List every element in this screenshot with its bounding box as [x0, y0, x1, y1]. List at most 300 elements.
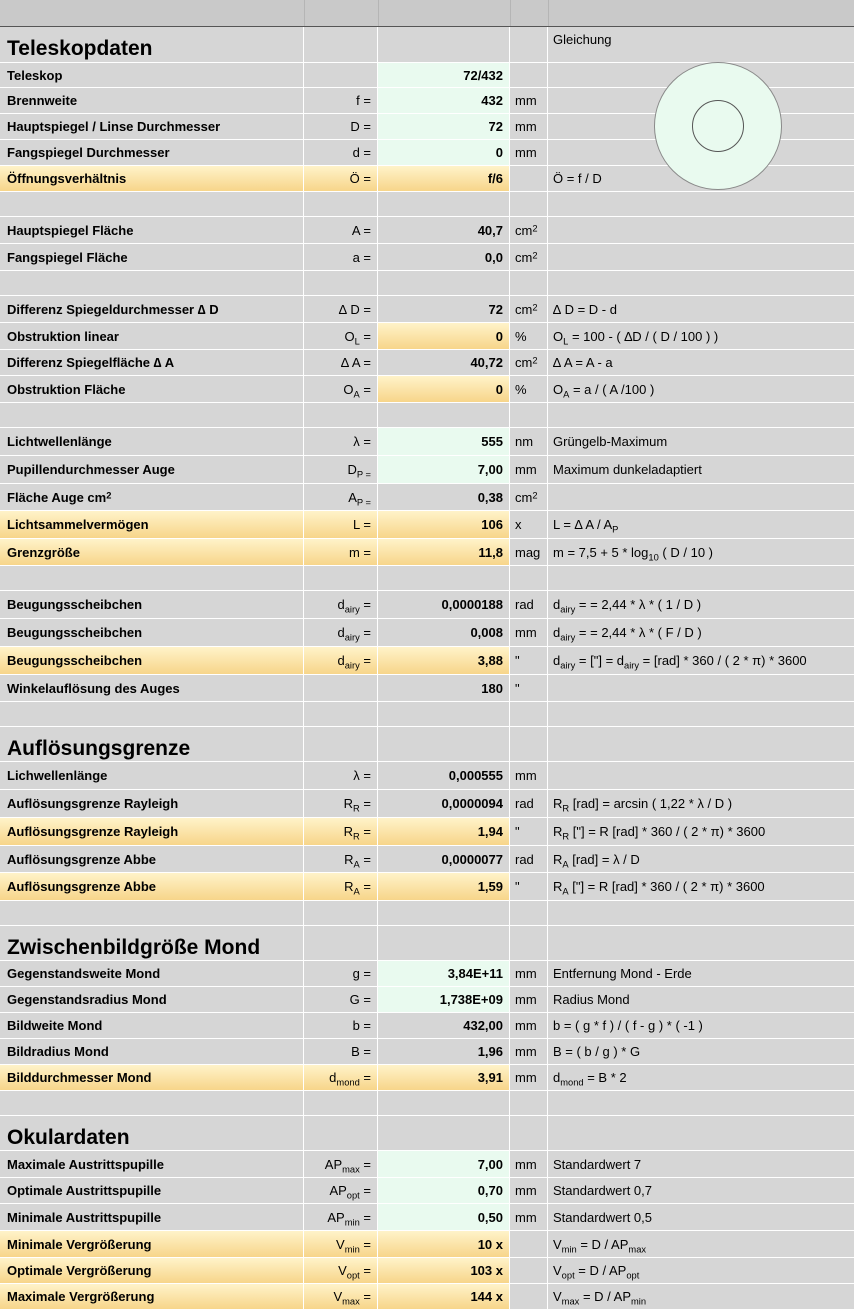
symbol-cell[interactable] [304, 1258, 378, 1284]
symbol-cell[interactable] [304, 1284, 378, 1310]
equation-cell[interactable] [548, 647, 854, 675]
empty-cell[interactable] [0, 901, 304, 926]
symbol-cell[interactable] [304, 1039, 378, 1065]
equation-column-heading[interactable] [548, 727, 854, 762]
value-cell[interactable] [378, 166, 510, 192]
label-cell[interactable] [0, 539, 304, 566]
label-cell[interactable] [0, 1039, 304, 1065]
value-cell[interactable] [378, 675, 510, 702]
section-title[interactable]: Zwischenbildgröße Mond [0, 926, 304, 961]
symbol-cell[interactable] [304, 619, 378, 647]
equation-cell[interactable] [548, 873, 854, 901]
empty-cell[interactable] [510, 926, 548, 961]
unit-cell[interactable] [510, 166, 548, 192]
equation-cell[interactable] [548, 350, 854, 376]
label-cell[interactable] [0, 166, 304, 192]
label-cell[interactable] [0, 511, 304, 539]
equation-text: Standardwert 0,5 [553, 1209, 653, 1225]
unit-cell[interactable] [510, 1284, 548, 1310]
empty-cell[interactable] [510, 727, 548, 762]
unit-cell[interactable] [510, 1178, 548, 1204]
empty-cell[interactable] [0, 192, 304, 217]
equation-cell[interactable] [548, 539, 854, 566]
label-cell[interactable] [0, 647, 304, 675]
symbol-cell[interactable] [304, 873, 378, 901]
unit-cell[interactable] [510, 762, 548, 790]
symbol-cell[interactable] [304, 1231, 378, 1258]
value-cell[interactable] [378, 376, 510, 403]
symbol-cell[interactable] [304, 244, 378, 271]
equation-text: Standardwert 0,7 [553, 1183, 653, 1198]
value-cell[interactable] [378, 217, 510, 244]
label-cell[interactable] [0, 1065, 304, 1091]
equation-cell[interactable] [548, 846, 854, 873]
value-text: 0,50 [477, 1209, 503, 1225]
value-cell[interactable] [378, 428, 510, 456]
equation-cell[interactable] [548, 376, 854, 403]
unit-text: mm [515, 1209, 537, 1225]
symbol-cell[interactable] [304, 166, 378, 192]
label-cell[interactable] [0, 1151, 304, 1178]
unit-cell[interactable] [510, 1258, 548, 1284]
symbol-cell[interactable] [304, 63, 378, 88]
label-cell[interactable] [0, 790, 304, 818]
value-cell[interactable] [378, 114, 510, 140]
empty-cell[interactable] [0, 702, 304, 727]
empty-cell[interactable] [378, 702, 510, 727]
value-cell[interactable] [378, 1039, 510, 1065]
value-cell[interactable] [378, 1013, 510, 1039]
unit-cell[interactable] [510, 88, 548, 114]
symbol-text: $D_{P =}$ [347, 462, 371, 480]
symbol-text: $AP_{min}$ = [327, 1209, 371, 1227]
value-text: 144 x [470, 1289, 503, 1304]
blank-row [0, 702, 854, 727]
equation-cell[interactable] [548, 762, 854, 790]
value-cell[interactable] [378, 484, 510, 511]
label-cell[interactable] [0, 1258, 304, 1284]
unit-cell[interactable] [510, 376, 548, 403]
symbol-text: B = [351, 1044, 371, 1059]
empty-cell[interactable] [378, 926, 510, 961]
empty-cell[interactable] [548, 702, 854, 727]
value-cell[interactable] [378, 350, 510, 376]
label-cell[interactable] [0, 63, 304, 88]
label-text: Hauptspiegel / Linse Durchmesser [7, 119, 221, 134]
value-text: 1,96 [477, 1044, 503, 1059]
unit-text: rad [515, 796, 534, 811]
empty-cell[interactable] [548, 1091, 854, 1116]
unit-cell[interactable] [510, 217, 548, 244]
symbol-cell[interactable] [304, 456, 378, 484]
label-cell[interactable] [0, 619, 304, 647]
equation-cell[interactable] [548, 1231, 854, 1258]
empty-cell[interactable] [304, 566, 378, 591]
unit-cell[interactable] [510, 1065, 548, 1091]
unit-cell[interactable] [510, 63, 548, 88]
unit-cell[interactable] [510, 1151, 548, 1178]
value-cell[interactable] [378, 647, 510, 675]
symbol-text: $d_{airy}$ = [337, 597, 371, 615]
symbol-cell[interactable] [304, 217, 378, 244]
equation-cell[interactable] [548, 428, 854, 456]
unit-cell[interactable] [510, 846, 548, 873]
symbol-cell[interactable] [304, 484, 378, 511]
value-cell[interactable] [378, 873, 510, 901]
section-title[interactable]: Teleskopdaten [0, 27, 304, 63]
symbol-cell[interactable] [304, 376, 378, 403]
unit-cell[interactable] [510, 456, 548, 484]
equation-text: Entfernung Mond - Erde [553, 966, 692, 981]
equation-cell[interactable] [548, 818, 854, 846]
value-text: 0,0000188 [441, 597, 503, 612]
label-cell[interactable] [0, 114, 304, 140]
value-cell[interactable] [378, 63, 510, 88]
row-differenz-spiegelflaeche-a [0, 350, 854, 376]
equation-cell[interactable] [548, 619, 854, 647]
empty-cell[interactable] [510, 192, 548, 217]
unit-cell[interactable] [510, 511, 548, 539]
label-cell[interactable] [0, 217, 304, 244]
equation-cell[interactable] [548, 1258, 854, 1284]
symbol-text: $O_A$ = [343, 381, 371, 399]
symbol-cell[interactable] [304, 296, 378, 323]
secondary-mirror-circle [692, 100, 744, 152]
label-cell[interactable] [0, 323, 304, 350]
symbol-cell[interactable] [304, 961, 378, 987]
equation-text: $d_{airy}$ = = 2,44 * λ * ( 1 / D ) [553, 597, 702, 615]
equation-cell[interactable] [548, 217, 854, 244]
symbol-cell[interactable] [304, 790, 378, 818]
symbol-cell[interactable] [304, 675, 378, 702]
equation-cell[interactable] [548, 1065, 854, 1091]
label-cell[interactable] [0, 484, 304, 511]
unit-cell[interactable] [510, 1204, 548, 1231]
empty-cell[interactable] [548, 192, 854, 217]
empty-cell[interactable] [304, 1091, 378, 1116]
value-cell[interactable] [378, 591, 510, 619]
symbol-cell[interactable] [304, 539, 378, 566]
label-cell[interactable] [0, 818, 304, 846]
label-cell[interactable] [0, 675, 304, 702]
value-cell[interactable] [378, 1178, 510, 1204]
empty-cell[interactable] [548, 566, 854, 591]
equation-cell[interactable] [548, 1178, 854, 1204]
value-text: 103 x [470, 1263, 503, 1278]
row-aufloesungsgrenze-abbe [0, 846, 854, 873]
empty-cell[interactable] [548, 403, 854, 428]
label-cell[interactable] [0, 376, 304, 403]
value-cell[interactable] [378, 1258, 510, 1284]
value-cell[interactable] [378, 1065, 510, 1091]
label-cell[interactable] [0, 350, 304, 376]
equation-text: Grüngelb-Maximum [553, 434, 668, 449]
symbol-cell[interactable] [304, 511, 378, 539]
symbol-cell[interactable] [304, 591, 378, 619]
unit-cell[interactable] [510, 323, 548, 350]
empty-cell[interactable] [378, 271, 510, 296]
label-text: Öffnungsverhältnis [7, 171, 127, 186]
value-cell[interactable] [378, 539, 510, 566]
label-cell[interactable] [0, 846, 304, 873]
value-cell[interactable] [378, 987, 510, 1013]
unit-cell[interactable] [510, 140, 548, 166]
unit-text: x [515, 517, 522, 532]
equation-cell[interactable] [548, 296, 854, 323]
value-cell[interactable] [378, 619, 510, 647]
symbol-cell[interactable] [304, 323, 378, 350]
unit-text: mm [515, 768, 537, 783]
symbol-cell[interactable] [304, 818, 378, 846]
value-text: 3,84E+11 [447, 966, 503, 981]
symbol-cell[interactable] [304, 1178, 378, 1204]
unit-cell[interactable] [510, 591, 548, 619]
empty-cell[interactable] [304, 403, 378, 428]
empty-cell[interactable] [548, 901, 854, 926]
label-cell[interactable] [0, 140, 304, 166]
empty-cell[interactable] [378, 1091, 510, 1116]
value-cell[interactable] [378, 140, 510, 166]
label-cell[interactable] [0, 762, 304, 790]
empty-cell[interactable] [304, 271, 378, 296]
empty-cell[interactable] [0, 271, 304, 296]
equation-cell[interactable] [548, 1151, 854, 1178]
unit-cell[interactable] [510, 873, 548, 901]
equation-cell[interactable] [548, 456, 854, 484]
symbol-text: $R_A$ = [344, 879, 371, 897]
label-cell[interactable] [0, 873, 304, 901]
label-cell[interactable] [0, 987, 304, 1013]
value-cell[interactable] [378, 846, 510, 873]
equation-cell[interactable] [548, 987, 854, 1013]
unit-cell[interactable] [510, 114, 548, 140]
empty-cell[interactable] [378, 901, 510, 926]
empty-cell[interactable] [378, 27, 510, 63]
value-cell[interactable] [378, 88, 510, 114]
equation-cell[interactable] [548, 1039, 854, 1065]
equation-cell[interactable] [548, 484, 854, 511]
equation-cell[interactable] [548, 591, 854, 619]
unit-cell[interactable] [510, 484, 548, 511]
symbol-cell[interactable] [304, 140, 378, 166]
symbol-cell[interactable] [304, 1151, 378, 1178]
equation-cell[interactable] [548, 1204, 854, 1231]
unit-cell[interactable] [510, 619, 548, 647]
value-cell[interactable] [378, 296, 510, 323]
empty-cell[interactable] [304, 1116, 378, 1151]
row-differenz-spiegeldurchmesser-d [0, 296, 854, 323]
symbol-cell[interactable] [304, 1065, 378, 1091]
row-bildweite-mond [0, 1013, 854, 1039]
equation-text: $O_A = a$ / ( A /100 ) [553, 381, 655, 399]
equation-cell[interactable] [548, 323, 854, 350]
value-cell[interactable] [378, 961, 510, 987]
unit-cell[interactable] [510, 244, 548, 271]
value-text: 11,8 [478, 544, 503, 560]
empty-cell[interactable] [0, 566, 304, 591]
equation-cell[interactable] [548, 790, 854, 818]
unit-text: mm [515, 462, 537, 477]
label-cell[interactable] [0, 1178, 304, 1204]
label-cell[interactable] [0, 1013, 304, 1039]
label-cell[interactable] [0, 428, 304, 456]
label-text: Auflösungsgrenze Abbe [7, 879, 157, 894]
equation-cell[interactable] [548, 675, 854, 702]
row-gegenstandsradius-mond [0, 987, 854, 1013]
unit-cell[interactable] [510, 296, 548, 323]
symbol-cell[interactable] [304, 987, 378, 1013]
value-cell[interactable] [378, 1231, 510, 1258]
symbol-text: b = [352, 1018, 371, 1033]
symbol-cell[interactable] [304, 762, 378, 790]
unit-cell[interactable] [510, 818, 548, 846]
unit-cell[interactable] [510, 1013, 548, 1039]
unit-cell[interactable] [510, 961, 548, 987]
empty-cell[interactable] [510, 27, 548, 63]
value-text: 0 [495, 145, 503, 160]
equation-column-heading[interactable]: Gleichung [548, 27, 854, 63]
equation-cell[interactable] [548, 511, 854, 539]
symbol-cell[interactable] [304, 1204, 378, 1231]
value-text: 0 [495, 328, 503, 344]
symbol-cell[interactable] [304, 647, 378, 675]
label-cell[interactable] [0, 1284, 304, 1310]
value-cell[interactable] [378, 456, 510, 484]
value-cell[interactable] [378, 762, 510, 790]
empty-cell[interactable] [304, 702, 378, 727]
label-text: Differenz Spiegelfläche ∆ A [7, 355, 175, 370]
value-cell[interactable] [378, 1151, 510, 1178]
empty-cell[interactable] [510, 403, 548, 428]
equation-column-heading[interactable] [548, 926, 854, 961]
equation-text: b = ( g * f ) / ( f - g ) * ( -1 ) [553, 1018, 703, 1033]
label-text: Optimale Austrittspupille [7, 1183, 162, 1198]
label-cell[interactable] [0, 591, 304, 619]
empty-cell[interactable] [510, 1091, 548, 1116]
empty-cell[interactable] [378, 403, 510, 428]
empty-cell[interactable] [304, 727, 378, 762]
equation-text: Standardwert 7 [553, 1156, 642, 1172]
equation-text: ∆ A = A - a [553, 355, 613, 370]
empty-cell[interactable] [378, 566, 510, 591]
value-cell[interactable] [378, 1284, 510, 1310]
label-cell[interactable] [0, 456, 304, 484]
value-text: 0,000555 [448, 768, 503, 783]
unit-cell[interactable] [510, 350, 548, 376]
value-text: 40,72 [470, 355, 503, 370]
empty-cell[interactable] [510, 702, 548, 727]
unit-cell[interactable] [510, 539, 548, 566]
label-cell[interactable] [0, 961, 304, 987]
unit-cell[interactable] [510, 1231, 548, 1258]
equation-text: B = ( b / g ) * G [553, 1044, 641, 1059]
symbol-text: ∆ D = [338, 301, 371, 317]
empty-cell[interactable] [510, 271, 548, 296]
empty-cell[interactable] [0, 1091, 304, 1116]
equation-text: $V_{opt} = D / AP_{opt}$ [553, 1263, 640, 1281]
symbol-cell[interactable] [304, 1013, 378, 1039]
equation-text: $V_{max} = D / AP_{min}$ [553, 1289, 647, 1307]
empty-cell[interactable] [378, 192, 510, 217]
empty-cell[interactable] [0, 403, 304, 428]
label-cell[interactable] [0, 296, 304, 323]
value-cell[interactable] [378, 323, 510, 350]
empty-cell[interactable] [304, 192, 378, 217]
value-cell[interactable] [378, 818, 510, 846]
symbol-cell[interactable] [304, 350, 378, 376]
label-cell[interactable] [0, 244, 304, 271]
label-text: Fangspiegel Fläche [7, 249, 128, 265]
value-cell[interactable] [378, 790, 510, 818]
symbol-text: d = [352, 145, 371, 160]
value-text: 72 [488, 301, 503, 317]
label-text: Bildweite Mond [7, 1018, 103, 1033]
equation-cell[interactable] [548, 1013, 854, 1039]
row-hauptspiegel-flaeche [0, 217, 854, 244]
unit-cell[interactable] [510, 647, 548, 675]
empty-cell[interactable] [378, 727, 510, 762]
row-minimale-vergroesserung [0, 1231, 854, 1258]
label-text: Lichtwellenlänge [7, 434, 112, 449]
unit-cell[interactable] [510, 790, 548, 818]
value-text: 72/432 [463, 67, 503, 83]
empty-cell[interactable] [548, 271, 854, 296]
equation-cell[interactable] [548, 961, 854, 987]
blank-row [0, 1091, 854, 1116]
empty-cell[interactable] [304, 901, 378, 926]
symbol-text: f = [356, 93, 371, 108]
empty-cell[interactable] [510, 1116, 548, 1151]
symbol-cell[interactable] [304, 114, 378, 140]
unit-cell[interactable] [510, 987, 548, 1013]
empty-cell[interactable] [510, 901, 548, 926]
symbol-text: L = [353, 517, 371, 532]
row-optimale-vergroesserung [0, 1258, 854, 1284]
symbol-cell[interactable] [304, 428, 378, 456]
value-cell[interactable] [378, 244, 510, 271]
unit-cell[interactable] [510, 1039, 548, 1065]
empty-cell[interactable] [510, 566, 548, 591]
section-title[interactable]: Okulardaten [0, 1116, 304, 1151]
unit-text: rad [515, 597, 534, 612]
section-title[interactable]: Auflösungsgrenze [0, 727, 304, 762]
unit-text: " [515, 879, 520, 894]
value-text: 0 [495, 381, 503, 397]
value-text: 7,00 [477, 462, 503, 477]
value-cell[interactable] [378, 1204, 510, 1231]
equation-column-heading[interactable] [548, 1116, 854, 1151]
value-cell[interactable] [378, 511, 510, 539]
empty-cell[interactable] [304, 926, 378, 961]
equation-cell[interactable] [548, 1284, 854, 1310]
label-cell[interactable] [0, 1204, 304, 1231]
label-text: Maximale Austrittspupille [7, 1156, 164, 1172]
unit-cell[interactable] [510, 675, 548, 702]
label-cell[interactable] [0, 1231, 304, 1258]
empty-cell[interactable] [378, 1116, 510, 1151]
empty-cell[interactable] [304, 27, 378, 63]
equation-text: Maximum dunkeladaptiert [553, 462, 702, 477]
equation-cell[interactable] [548, 244, 854, 271]
unit-cell[interactable] [510, 428, 548, 456]
symbol-cell[interactable] [304, 846, 378, 873]
label-cell[interactable] [0, 88, 304, 114]
unit-text: mag [515, 544, 541, 560]
value-text: 3,88 [477, 653, 503, 668]
symbol-text: ∆ A = [340, 355, 371, 370]
row-bilddurchmesser-mond [0, 1065, 854, 1091]
symbol-cell[interactable] [304, 88, 378, 114]
